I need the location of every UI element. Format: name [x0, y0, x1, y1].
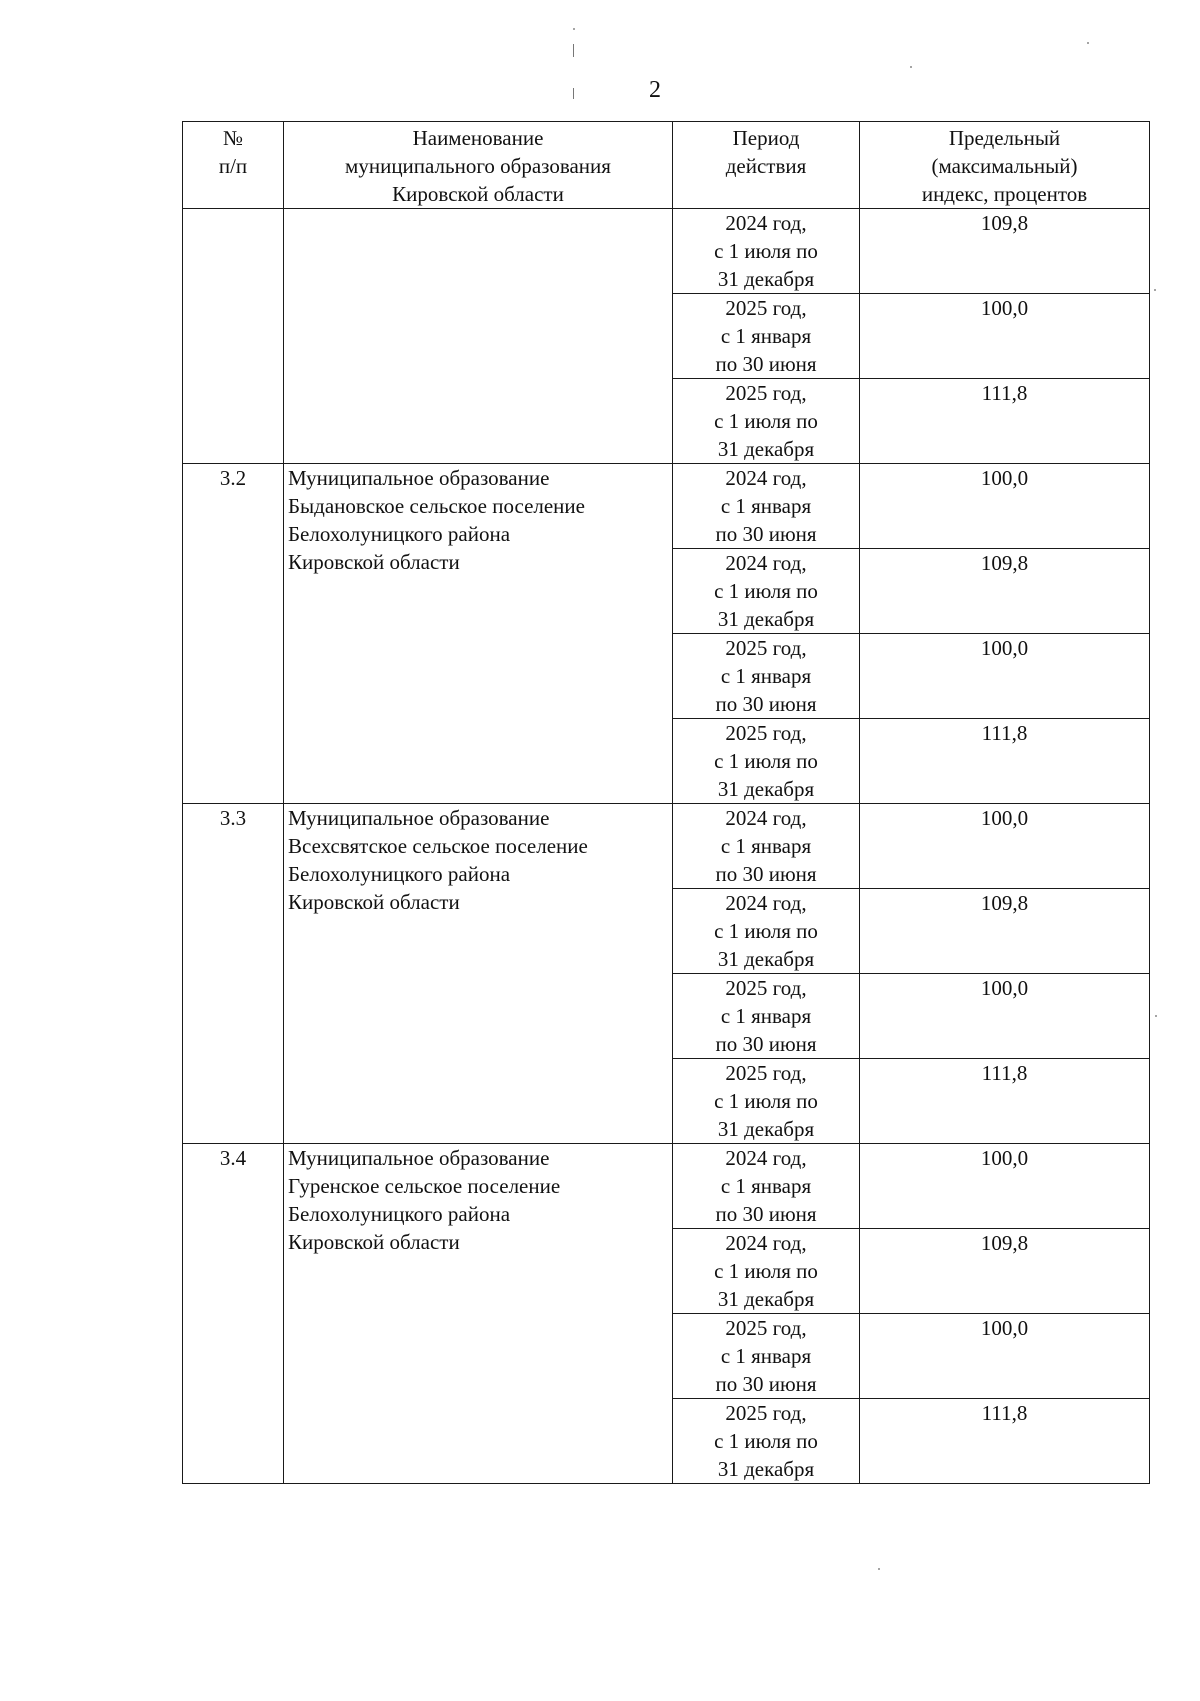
period-line: 31 декабря — [717, 267, 815, 291]
period-line: по 30 июня — [715, 352, 817, 376]
municipality-name-cell — [284, 464, 673, 804]
header-num: № п/п — [183, 122, 284, 209]
period-line: 2024 год, — [725, 806, 807, 830]
period-line: 31 декабря — [717, 437, 815, 461]
table-header-row — [183, 122, 1150, 209]
row-number-cell: 3.3 — [183, 804, 284, 1144]
period-line: 2024 год, — [725, 466, 807, 490]
period-cell — [673, 1229, 860, 1314]
period-line: с 1 июля по — [714, 1089, 818, 1113]
period-line: 2024 год, — [725, 1231, 807, 1255]
header-period: Период действия — [673, 122, 860, 209]
table-row — [183, 209, 1150, 294]
index-value-cell: 109,8 — [860, 1229, 1150, 1314]
period-line: 2024 год, — [725, 1146, 807, 1170]
period-line: по 30 июня — [715, 1202, 817, 1226]
tariff-index-table — [182, 121, 1150, 1484]
index-value-cell: 109,8 — [860, 549, 1150, 634]
period-line: 31 декабря — [717, 1287, 815, 1311]
period-line: 31 декабря — [717, 1117, 815, 1141]
period-cell — [673, 379, 860, 464]
period-line: 31 декабря — [717, 777, 815, 801]
period-line: 2024 год, — [725, 551, 807, 575]
period-cell — [673, 1314, 860, 1399]
period-line: с 1 января — [720, 1004, 812, 1028]
index-value-cell: 100,0 — [860, 634, 1150, 719]
municipality-name-line: Белохолуницкого района — [288, 862, 511, 886]
scan-mark — [573, 88, 574, 99]
period-line: 31 декабря — [717, 607, 815, 631]
period-cell — [673, 804, 860, 889]
period-line: с 1 июля по — [714, 1259, 818, 1283]
index-value-cell: 111,8 — [860, 1059, 1150, 1144]
period-cell — [673, 634, 860, 719]
header-name: Наименование муниципального образования Кировской области — [284, 122, 673, 209]
scan-speck — [1154, 289, 1156, 291]
period-cell — [673, 1059, 860, 1144]
index-value-cell: 109,8 — [860, 209, 1150, 294]
row-number-cell — [183, 209, 284, 464]
period-line: 31 декабря — [717, 1457, 815, 1481]
period-line: по 30 июня — [715, 1372, 817, 1396]
period-cell — [673, 209, 860, 294]
period-line: по 30 июня — [715, 692, 817, 716]
period-line: с 1 января — [720, 324, 812, 348]
municipality-name-line: Гуренское сельское поселение — [288, 1174, 561, 1198]
period-line: с 1 июля по — [714, 409, 818, 433]
period-line: по 30 июня — [715, 862, 817, 886]
period-cell — [673, 464, 860, 549]
municipality-name-cell — [284, 209, 673, 464]
period-line: с 1 января — [720, 494, 812, 518]
municipality-name-line: Муниципальное образование — [288, 1146, 550, 1170]
period-cell — [673, 719, 860, 804]
period-line: 2025 год, — [725, 721, 807, 745]
index-value-cell: 100,0 — [860, 1144, 1150, 1229]
period-line: с 1 января — [720, 664, 812, 688]
period-cell — [673, 889, 860, 974]
period-line: с 1 июля по — [714, 579, 818, 603]
period-line: 2025 год, — [725, 296, 807, 320]
period-line: 2025 год, — [725, 1061, 807, 1085]
period-line: 31 декабря — [717, 947, 815, 971]
table-row — [183, 1144, 1150, 1229]
municipality-name-line: Всехсвятское сельское поселение — [288, 834, 588, 858]
period-line: 2024 год, — [725, 891, 807, 915]
header-index: Предельный (максимальный) индекс, процентов — [860, 122, 1150, 209]
period-line: 2025 год, — [725, 976, 807, 1000]
index-value-cell: 100,0 — [860, 974, 1150, 1059]
period-line: по 30 июня — [715, 1032, 817, 1056]
period-line: 2024 год, — [725, 211, 807, 235]
index-value-cell: 109,8 — [860, 889, 1150, 974]
municipality-name-line: Белохолуницкого района — [288, 522, 511, 546]
row-number-cell: 3.4 — [183, 1144, 284, 1484]
scan-speck — [1155, 1015, 1157, 1017]
period-line: с 1 января — [720, 1174, 812, 1198]
period-line: 2025 год, — [725, 381, 807, 405]
municipality-name-line: Муниципальное образование — [288, 806, 550, 830]
scan-speck — [878, 1568, 880, 1570]
municipality-name-line: Кировской области — [288, 890, 460, 914]
municipality-name-line: Кировской области — [288, 550, 460, 574]
period-line: по 30 июня — [715, 522, 817, 546]
page-number: 2 — [649, 77, 661, 103]
scan-speck — [573, 28, 575, 30]
period-line: с 1 января — [720, 834, 812, 858]
period-line: с 1 июля по — [714, 1429, 818, 1453]
scan-speck — [910, 66, 912, 68]
index-value-cell: 111,8 — [860, 379, 1150, 464]
municipality-name-line: Быдановское сельское поселение — [288, 494, 585, 518]
period-line: 2025 год, — [725, 1401, 807, 1425]
table-row — [183, 464, 1150, 549]
period-cell — [673, 294, 860, 379]
table-body — [183, 209, 1150, 1484]
period-line: с 1 января — [720, 1344, 812, 1368]
municipality-name-line: Кировской области — [288, 1230, 460, 1254]
municipality-name-line: Муниципальное образование — [288, 466, 550, 490]
period-cell — [673, 974, 860, 1059]
period-cell — [673, 1144, 860, 1229]
index-value-cell: 100,0 — [860, 1314, 1150, 1399]
period-line: с 1 июля по — [714, 749, 818, 773]
index-value-cell: 100,0 — [860, 294, 1150, 379]
period-line: с 1 июля по — [714, 239, 818, 263]
period-cell — [673, 549, 860, 634]
period-line: 2025 год, — [725, 1316, 807, 1340]
row-number-cell: 3.2 — [183, 464, 284, 804]
index-value-cell: 111,8 — [860, 1399, 1150, 1484]
scan-mark — [573, 44, 574, 57]
index-value-cell: 111,8 — [860, 719, 1150, 804]
municipality-name-cell — [284, 804, 673, 1144]
period-line: 2025 год, — [725, 636, 807, 660]
municipality-name-line: Белохолуницкого района — [288, 1202, 511, 1226]
municipality-name-cell — [284, 1144, 673, 1484]
index-value-cell: 100,0 — [860, 804, 1150, 889]
table-row — [183, 804, 1150, 889]
index-value-cell: 100,0 — [860, 464, 1150, 549]
scan-speck — [1087, 42, 1089, 44]
period-cell — [673, 1399, 860, 1484]
period-line: с 1 июля по — [714, 919, 818, 943]
